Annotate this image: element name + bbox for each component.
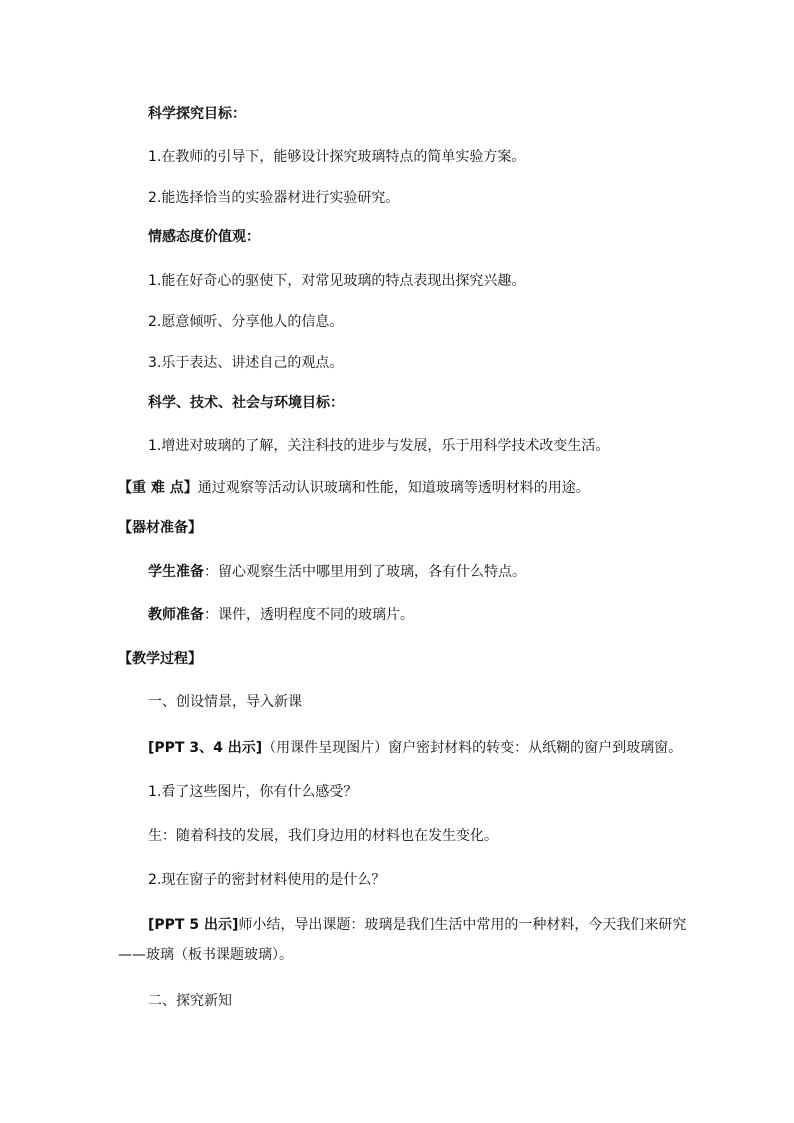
teacher-prep-text: ：课件，透明程度不同的玻璃片。 <box>204 607 414 623</box>
process-heading: 【教学过程】 <box>118 651 202 667</box>
section-2-title: 二、探究新知 <box>148 993 232 1009</box>
answer-1: 生：随着科技的发展，我们身边用的材料也在发生变化。 <box>148 828 498 844</box>
teacher-prep-label: 教师准备 <box>148 607 204 623</box>
science-goal-heading: 科学探究目标： <box>148 106 246 122</box>
key-points-line <box>118 478 590 498</box>
stse-goal-heading: 科学、技术、社会与环境目标： <box>148 395 344 411</box>
ppt-3-4-label: [PPT 3、4 出示] <box>148 740 263 756</box>
emotion-goal-item-3: 3.乐于表达、讲述自己的观点。 <box>148 355 344 371</box>
science-goal-item-1: 1.在教师的引导下，能够设计探究玻璃特点的简单实验方案。 <box>148 149 526 165</box>
key-points-text: 通过观察等活动认识玻璃和性能，知道玻璃等透明材料的用途。 <box>197 480 590 496</box>
section-1-title: 一、创设情景，导入新课 <box>148 694 302 710</box>
ppt-5-text: 师小结，导出课题：玻璃是我们生活中常用的一种材料，今天我们来研究 <box>238 917 687 933</box>
ppt-3-4-line <box>148 738 682 758</box>
stse-goal-item-1: 1.增进对玻璃的了解，关注科技的进步与发展，乐于用科学技术改变生活。 <box>148 438 610 454</box>
ppt-5-continuation: ——玻璃（板书课题玻璃）。 <box>118 947 293 963</box>
ppt-3-4-text: （用课件呈现图片）窗户密封材料的转变：从纸糊的窗户到玻璃窗。 <box>262 740 683 756</box>
ppt-5-line <box>148 915 686 935</box>
question-1: 1.看了这些图片，你有什么感受？ <box>148 784 358 800</box>
science-goal-item-2: 2.能选择恰当的实验器材进行实验研究。 <box>148 190 400 206</box>
student-prep-label: 学生准备 <box>148 564 204 580</box>
student-prep-line <box>148 562 526 582</box>
emotion-goal-item-1: 1.能在好奇心的驱使下，对常见玻璃的特点表现出探究兴趣。 <box>148 273 526 289</box>
key-points-label: 【重 难 点】 <box>118 480 198 496</box>
question-2: 2.现在窗子的密封材料使用的是什么？ <box>148 872 386 888</box>
student-prep-text: ：留心观察生活中哪里用到了玻璃，各有什么特点。 <box>204 564 526 580</box>
teacher-prep-line <box>148 605 414 625</box>
emotion-goal-heading: 情感态度价值观： <box>148 229 260 245</box>
ppt-5-label: [PPT 5 出示] <box>148 917 239 933</box>
emotion-goal-item-2: 2.愿意倾听、分享他人的信息。 <box>148 314 344 330</box>
materials-heading: 【器材准备】 <box>118 520 202 536</box>
